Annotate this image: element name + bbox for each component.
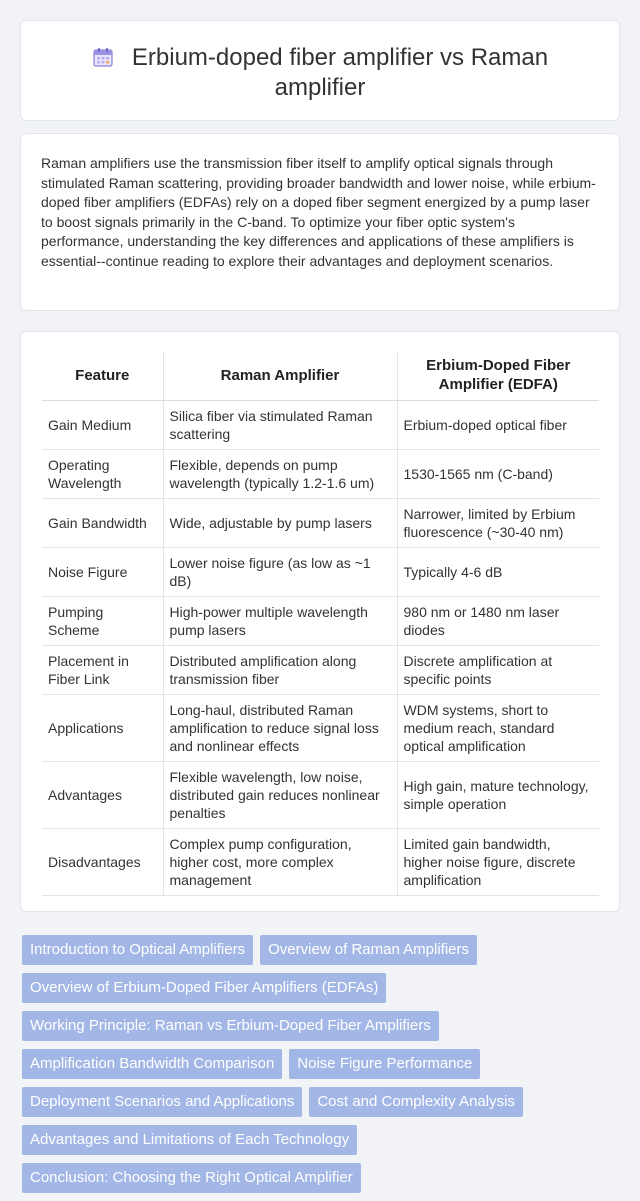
- cell-edfa: High gain, mature technology, simple operation: [397, 762, 599, 829]
- cell-feature: Placement in Fiber Link: [42, 646, 163, 695]
- table-row: [42, 829, 599, 896]
- cell-raman: Long-haul, distributed Raman amplification to reduce signal loss and nonlinear effects: [163, 695, 397, 762]
- cell-edfa: Discrete amplification at specific points: [397, 646, 599, 695]
- comparison-card: [20, 331, 620, 912]
- tag-link[interactable]: Overview of Raman Amplifiers: [260, 935, 477, 965]
- cell-feature: Applications: [42, 695, 163, 762]
- tag-link[interactable]: Advantages and Limitations of Each Technology: [22, 1125, 357, 1155]
- cell-raman: Lower noise figure (as low as ~1 dB): [163, 548, 397, 597]
- table-row: [42, 499, 599, 548]
- cell-edfa: 1530-1565 nm (C-band): [397, 450, 599, 499]
- cell-feature: Disadvantages: [42, 829, 163, 896]
- cell-feature: Advantages: [42, 762, 163, 829]
- page-title-wrap: [21, 43, 619, 103]
- cell-raman: Distributed amplification along transmission fiber: [163, 646, 397, 695]
- header-feature: Feature: [42, 351, 163, 401]
- intro-card: [20, 133, 620, 311]
- cell-raman: Flexible, depends on pump wavelength (typically 1.2-1.6 um): [163, 450, 397, 499]
- header-edfa: Erbium-Doped Fiber Amplifier (EDFA): [397, 351, 599, 401]
- cell-edfa: 980 nm or 1480 nm laser diodes: [397, 597, 599, 646]
- cell-edfa: Erbium-doped optical fiber: [397, 401, 599, 450]
- tag-link[interactable]: Deployment Scenarios and Applications: [22, 1087, 302, 1117]
- table-row: [42, 401, 599, 450]
- table-row: [42, 646, 599, 695]
- table-row: [42, 450, 599, 499]
- table-row: [42, 695, 599, 762]
- table-row: [42, 548, 599, 597]
- calendar-icon: [92, 46, 114, 68]
- table-row: [42, 597, 599, 646]
- cell-raman: Silica fiber via stimulated Raman scattering: [163, 401, 397, 450]
- tag-link[interactable]: Noise Figure Performance: [289, 1049, 480, 1079]
- tag-link[interactable]: Conclusion: Choosing the Right Optical Amplifier: [22, 1163, 361, 1193]
- cell-raman: Complex pump configuration, higher cost, more complex management: [163, 829, 397, 896]
- tag-link[interactable]: Cost and Complexity Analysis: [309, 1087, 523, 1117]
- intro-paragraph: Raman amplifiers use the transmission fiber itself to amplify optical signals through stimulated Raman scattering, providing broader bandwidth and lower noise, while erbium-doped fiber amplifiers (EDFAs) rely on a doped fiber segment energized by a pump laser to boost signals primarily in the C-band. To optimize your fiber optic system's performance, understanding the key differences and applications of these amplifiers is essential--continue reading to explore their advantages and deployment scenarios.: [41, 155, 596, 269]
- related-topics: [22, 935, 620, 1201]
- cell-feature: Pumping Scheme: [42, 597, 163, 646]
- cell-feature: Gain Medium: [42, 401, 163, 450]
- cell-raman: Wide, adjustable by pump lasers: [163, 499, 397, 548]
- page-title: Erbium-doped fiber amplifier vs Raman amplifier: [131, 44, 549, 101]
- header-raman: Raman Amplifier: [163, 351, 397, 401]
- cell-raman: High-power multiple wavelength pump lasers: [163, 597, 397, 646]
- cell-feature: Noise Figure: [42, 548, 163, 597]
- title-card: [20, 20, 620, 121]
- table-row: [42, 762, 599, 829]
- cell-edfa: Narrower, limited by Erbium fluorescence (~30-40 nm): [397, 499, 599, 548]
- tag-link[interactable]: Working Principle: Raman vs Erbium-Doped Fiber Amplifiers: [22, 1011, 439, 1041]
- tag-link[interactable]: Amplification Bandwidth Comparison: [22, 1049, 282, 1079]
- cell-edfa: Limited gain bandwidth, higher noise figure, discrete amplification: [397, 829, 599, 896]
- cell-feature: Gain Bandwidth: [42, 499, 163, 548]
- cell-edfa: WDM systems, short to medium reach, standard optical amplification: [397, 695, 599, 762]
- cell-raman: Flexible wavelength, low noise, distributed gain reduces nonlinear penalties: [163, 762, 397, 829]
- table-header-row: [42, 351, 599, 401]
- comparison-table: [42, 351, 599, 896]
- tag-link[interactable]: Overview of Erbium-Doped Fiber Amplifiers (EDFAs): [22, 973, 386, 1003]
- cell-edfa: Typically 4-6 dB: [397, 548, 599, 597]
- cell-feature: Operating Wavelength: [42, 450, 163, 499]
- tag-link[interactable]: Introduction to Optical Amplifiers: [22, 935, 253, 965]
